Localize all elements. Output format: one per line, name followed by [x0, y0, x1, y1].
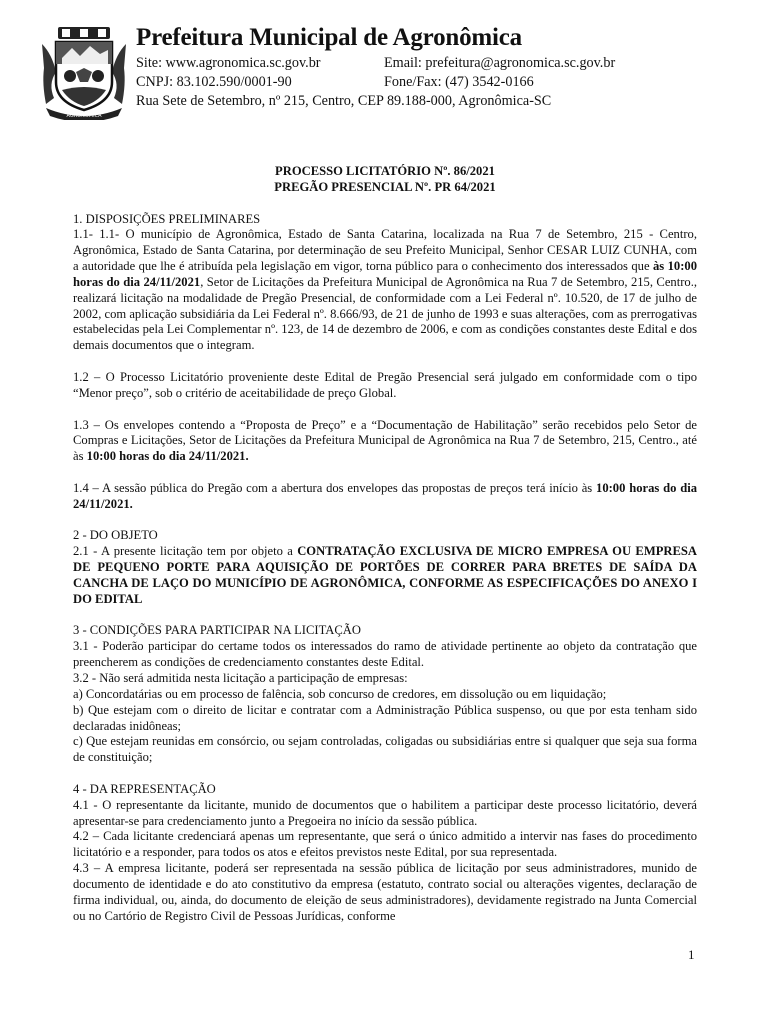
paragraph-1-3: 1.3 – Os envelopes contendo a “Proposta de Preço” e a “Documentação de Habilitação” serão recebidos pelo Setor de Compras e Licitações, Setor de Licitações da Prefeitura Municipal de Agronômica na Rua 7 de Setembro, 215, Centro., até às 10:00 horas do dia 24/11/2021. [73, 417, 697, 464]
address-text: Rua Sete de Setembro, nº 215, Centro, CEP 89.188-000, Agronômica-SC [136, 93, 552, 109]
pregao-title: PREGÃO PRESENCIAL Nº. PR 64/2021 [274, 179, 496, 194]
document-body [73, 164, 697, 925]
paragraph-3-2: 3.2 - Não será admitida nesta licitação a participação de empresas: [73, 671, 408, 685]
paragraph-2-1: 2.1 - A presente licitação tem por objeto a CONTRATAÇÃO EXCLUSIVA DE MICRO EMPRESA OU EMPRESA DE PEQUENO PORTE PARA AQUISIÇÃO DE PORTÕES DE CORRER PARA BRETES DE SAÍDA DA CANCHA DE LAÇO DO MUNICÍPIO DE AGRONÔMICA, CONFORME AS ESPECIFICAÇÕES DO ANEXO I DO EDITAL [73, 544, 697, 606]
cnpj-text: CNPJ: 83.102.590/0001-90 [136, 74, 292, 90]
paragraph-1-2: 1.2 – O Processo Licitatório proveniente deste Edital de Pregão Presencial será julgado em conformidade com o tipo “Menor preço”, sob o critério de aceitabilidade de preço Global. [73, 369, 697, 400]
section-2-heading: 2 - DO OBJETO [73, 528, 158, 543]
item-3-c: c) Que estejam reunidas em consórcio, ou sejam controladas, coligadas ou subsidiárias entre si qualquer que seja sua forma de constituição; [73, 734, 697, 765]
contact-row-1 [136, 54, 736, 73]
paragraph-3-1: 3.1 - Poderão participar do certame todos os interessados do ramo de atividade pertinente ao objeto da contratação que preencherem as condições de credenciamento constantes deste Edital. [73, 639, 697, 670]
item-3-b: b) Que estejam com o direito de licitar e contratar com a Administração Pública suspenso, ou que por esta tenham sido declaradas inidôneas; [73, 702, 697, 733]
paragraph-1-1: 1.1- 1.1- O município de Agronômica, Estado de Santa Catarina, localizada na Rua 7 de Setembro, 215 - Centro, Agronômica, Estado de Santa Catarina, por determinação de seu Prefeito Municipal, Senhor CESAR LUIZ CUNHA, com a autoridade que lhe é atribuída pela legislação em vigor, torna público para o conhecimento dos interessados que às 10:00 horas do dia 24/11/2021, Setor de Licitações da Prefeitura Municipal de Agronômica na Rua 7 de Setembro, 215, Centro., realizará licitação na modalidade de Pregão Presencial, de conformidade com a Lei Federal nº. 10.520, de 17 de julho de 2002, com aplicação subsidiária da Lei Federal nº. 8.666/93, de 21 de junho de 1993 e suas alterações, com as prerrogativas estabelecidas pela Lei Complementar nº. 123, de 14 de dezembro de 2006, e com as condições constantes deste Edital e dos demais documentos que o integram. [73, 227, 698, 353]
website-text: Site: www.agronomica.sc.gov.br [136, 55, 321, 71]
contact-row-2 [136, 73, 736, 92]
phone-text: Fone/Fax: (47) 3542-0166 [384, 74, 534, 90]
section-3-heading: 3 - CONDIÇÕES PARA PARTICIPAR NA LICITAÇÃO [73, 623, 361, 638]
process-title: PROCESSO LICITATÓRIO Nº. 86/2021 [275, 164, 495, 178]
letterhead [38, 22, 738, 122]
paragraph-4-3: 4.3 – A empresa licitante, poderá ser representada na sessão pública de licitação por seus administradores, munido de documento de identidade e do ato constitutivo da empresa (estatuto, contrato social ou alterações vigentes, declaração de firma individual, ou, ainda, do documento de eleição de seus administradores), devidamente registrado na Junta Comercial ou no Cartório de Registro Civil de Pessoas Jurídicas, conforme [73, 861, 697, 923]
municipality-title: Prefeitura Municipal de Agronômica [136, 24, 522, 51]
municipal-coat-of-arms-icon [38, 24, 130, 120]
letterhead-info [136, 22, 736, 111]
item-3-a: a) Concordatárias ou em processo de falência, sob concurso de credores, em dissolução ou em liquidação; [73, 686, 607, 701]
paragraph-4-2: 4.2 – Cada licitante credenciará apenas um representante, que será o único admitido a intervir nas fases do procedimento licitatório e a responder, para todos os atos e efeitos previstos neste Edital, por sua representada. [73, 829, 697, 860]
paragraph-1-4: 1.4 – A sessão pública do Pregão com a abertura dos envelopes das propostas de preços terá início às 10:00 horas do dia 24/11/2021. [73, 480, 697, 511]
address-row [136, 92, 736, 111]
section-4-heading: 4 - DA REPRESENTAÇÃO [73, 781, 216, 796]
svg-text:AGRONÔMICA: AGRONÔMICA [66, 113, 102, 119]
paragraph-4-1: 4.1 - O representante da licitante, munido de documentos que o habilitem a participar deste processo licitatório, deverá apresentar-se para credenciamento junto a Pregoeira no início da sessão pública. [73, 797, 697, 828]
email-text: Email: prefeitura@agronomica.sc.gov.br [384, 55, 616, 71]
section-1-heading: 1. DISPOSIÇÕES PRELIMINARES [73, 211, 261, 226]
page-number: 1 [688, 947, 695, 962]
